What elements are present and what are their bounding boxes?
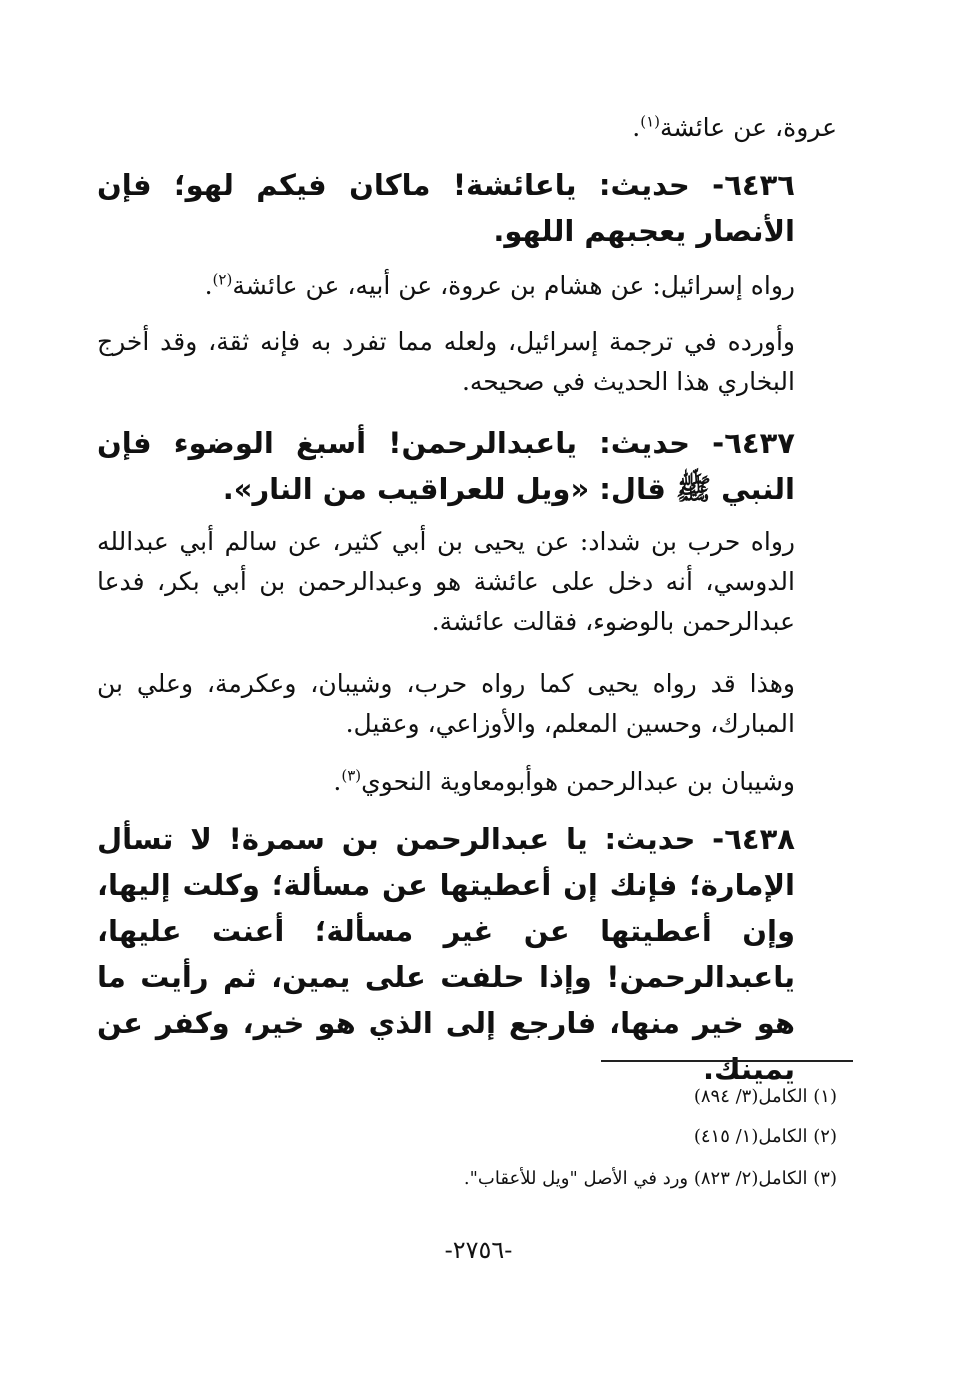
footnote-ref-1: (١) [640,112,660,131]
paragraph-shayban [97,762,837,802]
paragraph-period: . [204,271,213,300]
paragraph-isnad-israil [97,266,837,306]
paragraph-isnad-harb: رواه حرب بن شداد: عن يحيى بن أبي كثير، عن سالم أبي عبدالله الدوسي، أنه دخل على عائشة هو وعبدالرحمن بن أبي بكر، فدعا عبدالرحمن بالوضوء، فقالت عائشة. [97,527,795,636]
hadith-6438: ٦٤٣٨- حديث: يا عبدالرحمن بن سمرة! لا تسأل الإمارة؛ فإنك إن أعطيتها عن مسألة؛ وكلت إليها، وإن أعطيتها عن غير مسألة؛ أعنت عليها، ياعبدالرحمن! وإذا حلفت على يمين، ثم رأيت ما هو خير منها، فارجع إلى الذي هو خير، وكفر عن يمينك. [97,822,795,1086]
page-number: -٢٧٥٦- [444,1236,513,1264]
hadith-6436: ٦٤٣٦- حديث: ياعائشة! ماكان فيكم لهو؛ فإن الأنصار يعجبهم اللهو. [97,168,795,248]
paragraph-commentary: وأورده في ترجمة إسرائيل، ولعله مما تفرد به فإنه ثقة، وقد أخرج البخاري هذا الحديث في صحيحه. [97,327,795,396]
footnote-ref-2: (٢) [212,270,233,289]
footnote-1: (١) الكامل(٣/ ٨٩٤) [693,1086,837,1107]
intro-line [97,108,837,148]
paragraph-other-narrators: وهذا قد رواه يحيى كما رواه حرب، وشيبان، وعكرمة، وعلي بن المبارك، وحسين المعلم، والأوزاعي، وعقيل. [97,669,795,738]
footnote-ref-3: (٣) [341,766,362,785]
footnote-2: (٢) الكامل(١/ ٤١٥) [693,1126,837,1147]
intro-text: عروة، عن عائشة [660,113,837,142]
footnote-3: (٣) الكامل(٢/ ٨٢٣) ورد في الأصل "ويل للأعقاب". [463,1168,837,1189]
footnote-separator [601,1060,853,1062]
hadith-6437: ٦٤٣٧- حديث: ياعبدالرحمن! أسبغ الوضوء فإن النبي ﷺ قال: «ويل للعراقيب من النار». [97,426,795,506]
paragraph-period: . [333,767,342,796]
intro-period: . [632,113,641,142]
paragraph-shayban-text: وشيبان بن عبدالرحمن هوأبومعاوية النحوي [361,767,795,796]
paragraph-isnad-israil-text: رواه إسرائيل: عن هشام بن عروة، عن أبيه، عن عائشة [232,271,795,300]
